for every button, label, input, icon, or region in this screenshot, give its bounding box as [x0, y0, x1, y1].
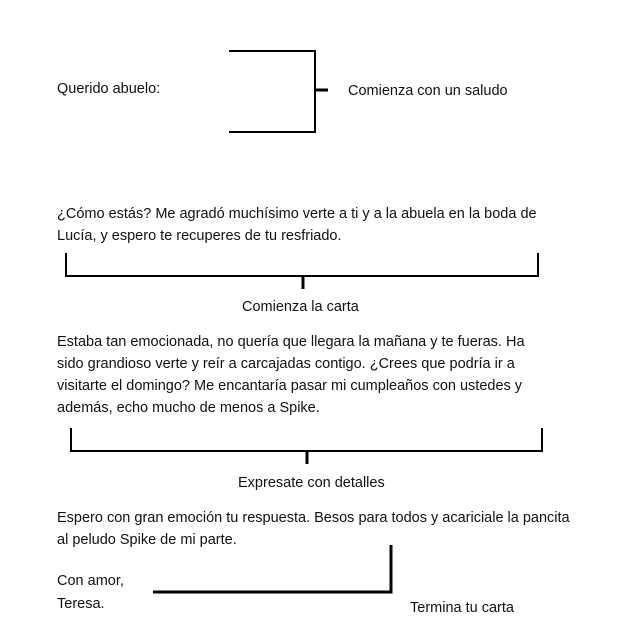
greeting-text: Querido abuelo:	[57, 81, 161, 97]
annotation-body: Expresate con detalles	[238, 475, 385, 491]
body-line: Estaba tan emocionada, no quería que llegara la mañana y te fueras. Ha	[57, 334, 525, 350]
annotation-intro: Comienza la carta	[242, 299, 359, 315]
body-line: además, echo mucho de menos a Spike.	[57, 400, 320, 416]
body-line: visitarte el domingo? Me encantaría pasar mi cumpleaños con ustedes y	[57, 378, 523, 394]
body-bracket	[71, 428, 542, 451]
intro-line: ¿Cómo estás? Me agradó muchísimo verte a ti y a la abuela en la boda de	[57, 206, 537, 222]
closing-line: al peludo Spike de mi parte.	[57, 532, 237, 548]
intro-bracket	[66, 253, 538, 276]
annotation-closing: Termina tu carta	[410, 600, 514, 616]
annotation-greeting: Comienza con un saludo	[348, 83, 508, 99]
greeting-bracket	[229, 51, 315, 132]
closing-paragraph	[57, 507, 570, 551]
closing-bracket	[153, 545, 391, 592]
closing-line: Espero con gran emoción tu respuesta. Besos para todos y acariciale la pancita	[57, 510, 570, 526]
signoff-text: Con amor,	[57, 573, 124, 589]
body-line: sido grandioso verte y reír a carcajadas contigo. ¿Crees que podría ir a	[57, 356, 515, 372]
intro-paragraph	[57, 203, 537, 247]
signature-text: Teresa.	[57, 596, 105, 612]
intro-line: Lucía, y espero te recuperes de tu resfriado.	[57, 228, 342, 244]
body-paragraph	[57, 331, 525, 419]
